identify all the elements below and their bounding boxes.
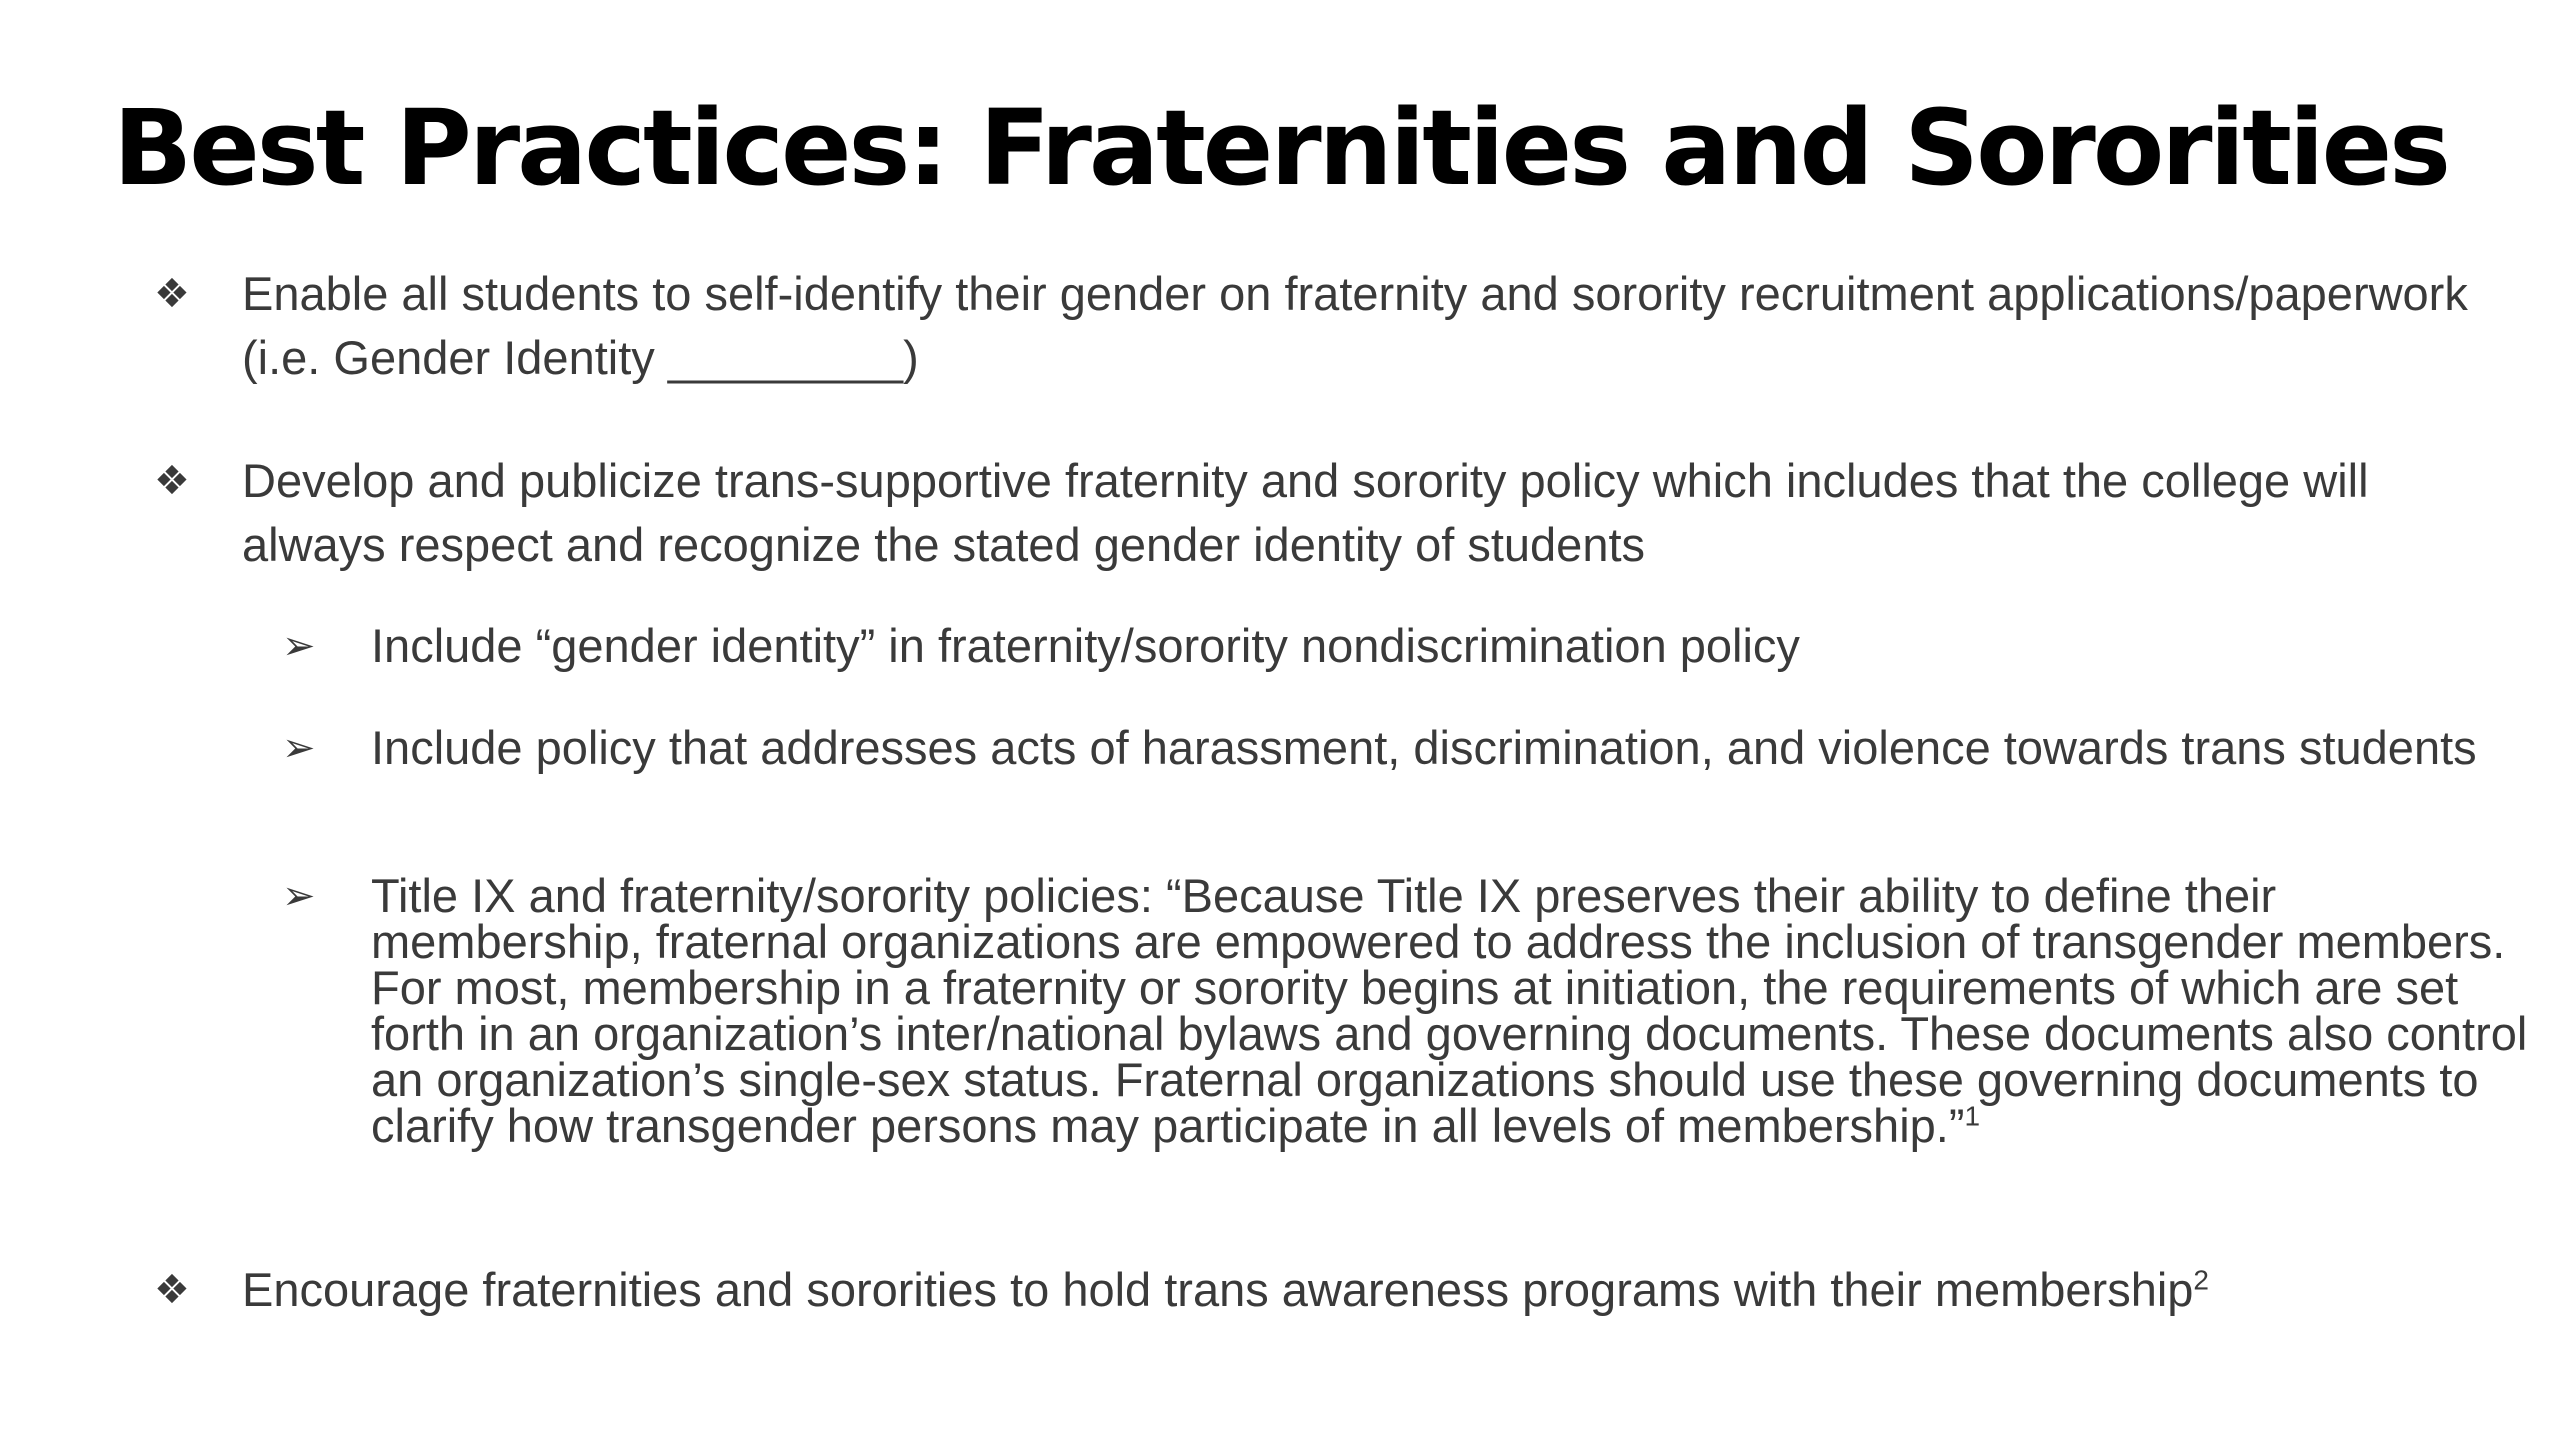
bullet-text (242, 1258, 2492, 1322)
sub-bullet-text (371, 869, 2551, 1152)
arrowhead-bullet-icon: ➢ (282, 623, 316, 669)
quote-text: Title IX and fraternity/sorority policies: “Because Title IX preserves their ability to define their membership, fraternal organizations are empowered to address the inclusion of transgender members. For most, membership in a fraternity or sorority begins at initiation, the requirements of which are set forth in an organization’s inter/national bylaws and governing documents. These documents also control an organization’s single-sex status. Fraternal organizations should use these governing documents to clarify how transgender persons may participate in all levels of membership.” (371, 869, 2528, 1152)
diamond-bullet-icon: ❖ (154, 458, 190, 504)
bullet-text-content: Encourage fraternities and sororities to hold trans awareness programs with their membership (242, 1263, 2194, 1316)
arrowhead-bullet-icon: ➢ (282, 725, 316, 771)
diamond-bullet-icon: ❖ (154, 271, 190, 317)
bullet-text: Develop and publicize trans-supportive fraternity and sorority policy which includes that the college will always respect and recognize the stated gender identity of students (242, 454, 2369, 571)
footnote-marker: 2 (2193, 1264, 2209, 1296)
slide-title: Best Practices: Fraternities and Sororities (113, 87, 2449, 209)
bullet-text: Enable all students to self-identify their gender on fraternity and sorority recruitment applications/paperwork (i.e. Gender Identity _________) (242, 267, 2468, 384)
arrowhead-bullet-icon: ➢ (282, 873, 316, 919)
footnote-marker: 1 (1964, 1100, 1981, 1132)
diamond-bullet-icon: ❖ (154, 1267, 190, 1313)
sub-bullet-text: Include policy that addresses acts of harassment, discrimination, and violence towards trans students (371, 721, 2477, 774)
sub-bullet-text: Include “gender identity” in fraternity/sorority nondiscrimination policy (371, 619, 1800, 672)
